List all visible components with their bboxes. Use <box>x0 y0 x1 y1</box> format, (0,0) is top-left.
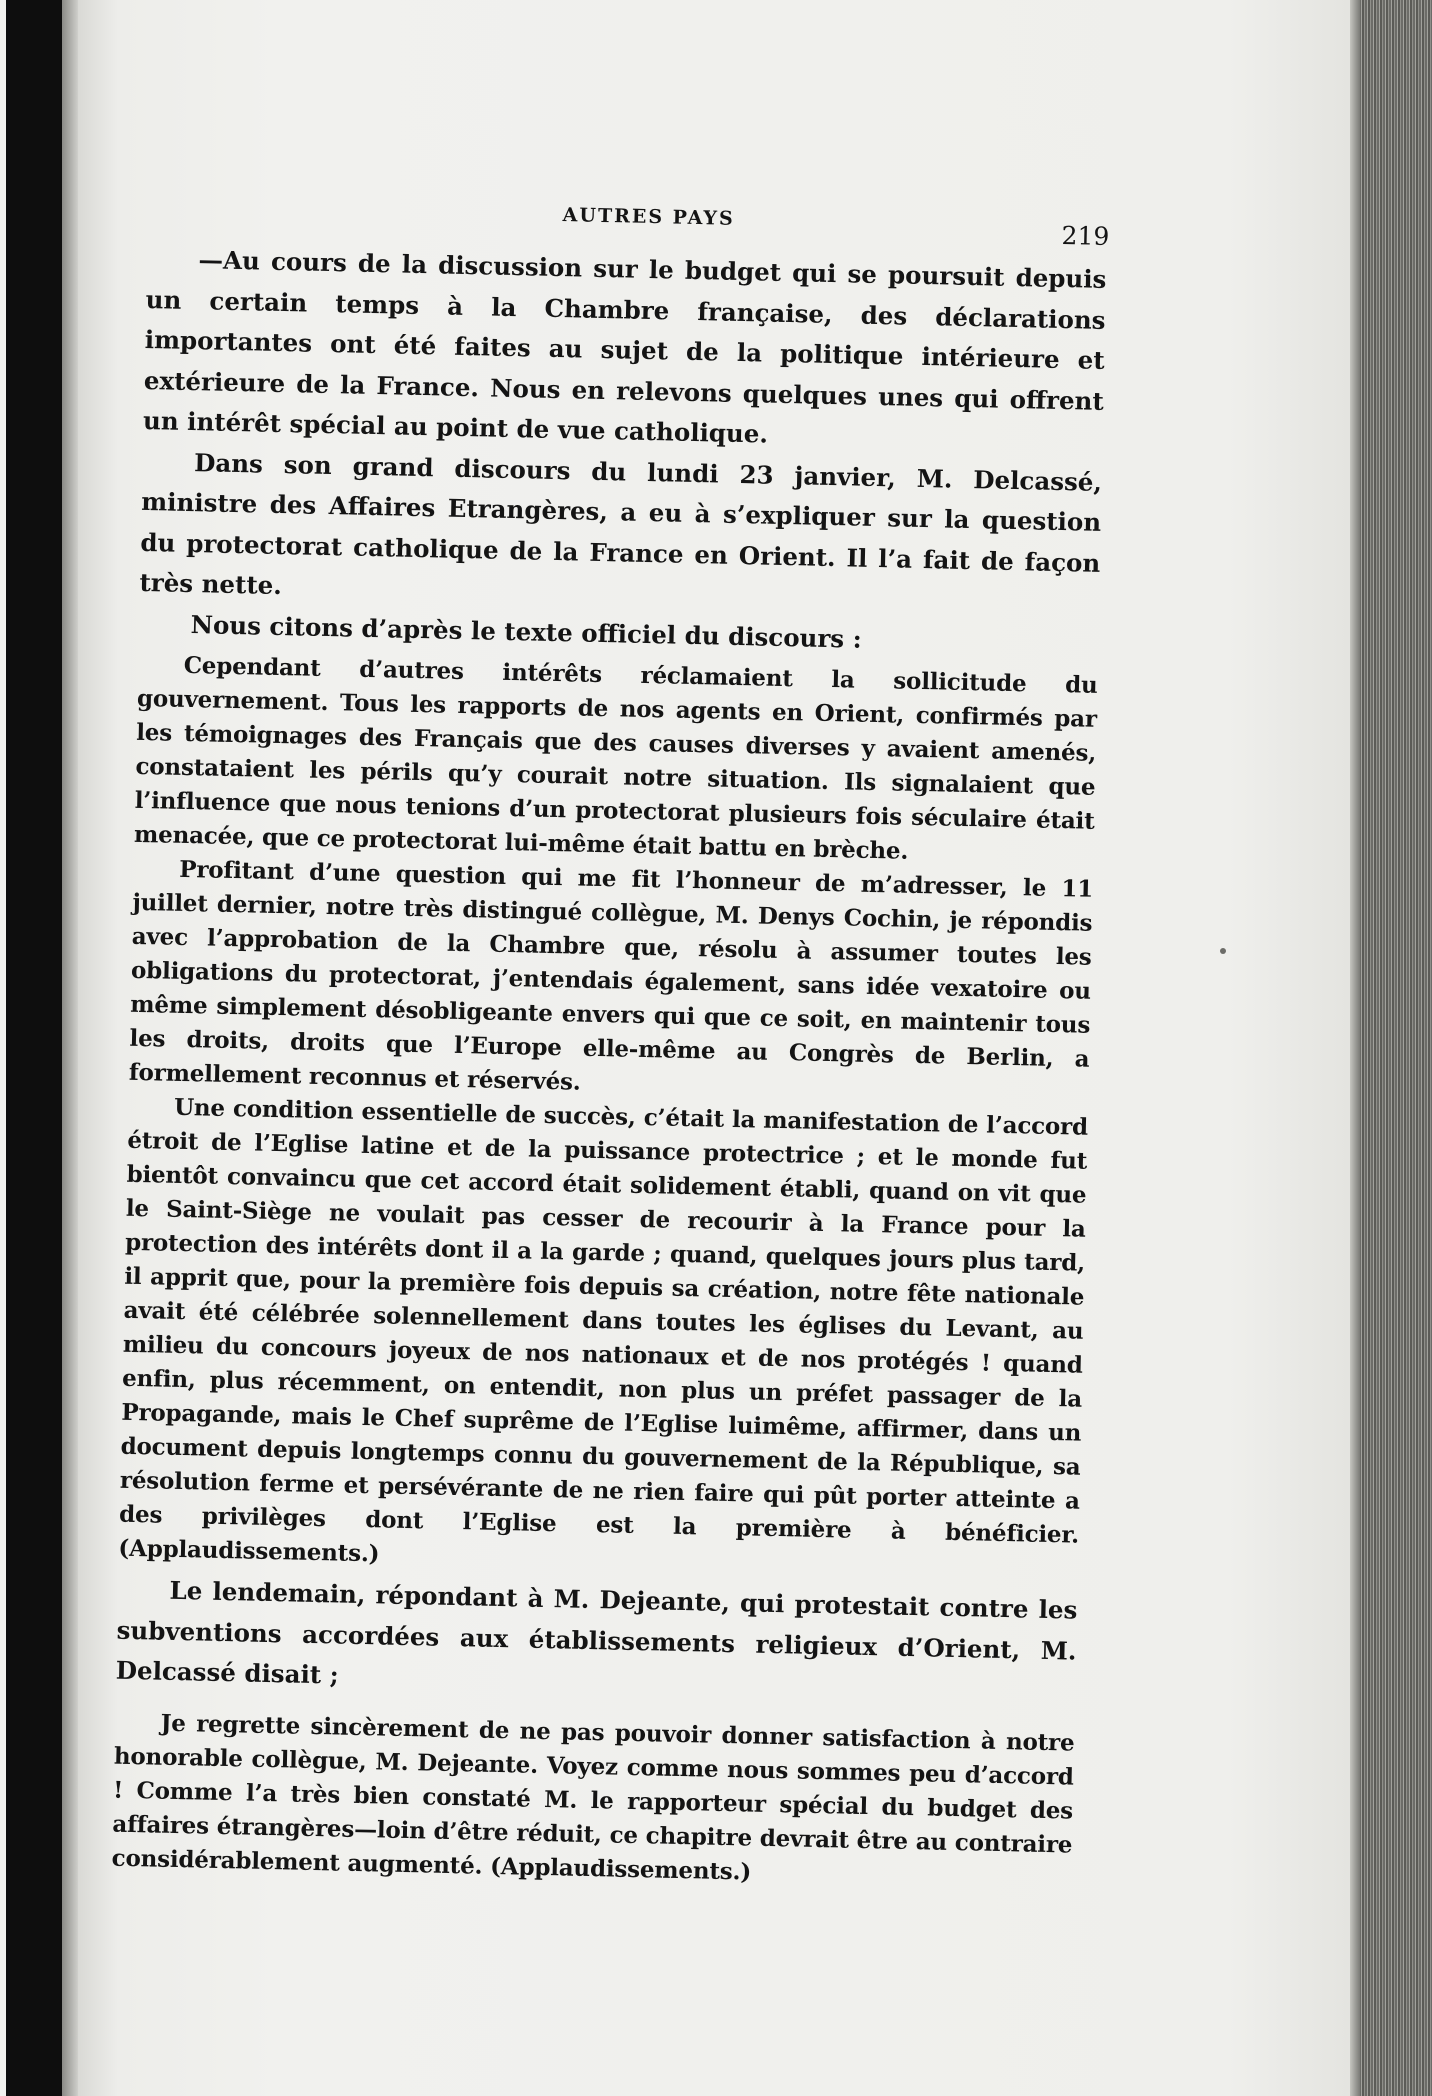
quote-paragraph-condition: Une condition essentielle de succès, c’était la manifestation de l’accord étroit de l’Eglise latine et de la puissance protectrice ; et le monde fut bientôt convaincu que cet accord était solidement établi, quand on vit que le Saint-Siège ne voulait pas cesser de recourir à la France pour la protection des intérêts dont il a la garde ; quand, quelques jours plus tard, il apprit que, pour la première fois depuis sa création, notre fête nationale avait été célébrée solennellement dans toutes les églises du Levant, au milieu du concours joyeux de nos nationaux et de nos protégés ! quand enfin, plus récemment, on entendit, non plus un préfet passager de la Propagande, mais le Chef suprême de l’Eglise luimême, affirmer, dans un document depuis longtemps connu du gouvernement de la République, sa résolution ferme et persévérante de ne rien faire qui pût porter atteinte a des privilèges dont l’Eglise est la première à bénéficier. (Applaudissements.) <box>118 1093 1089 1568</box>
binding-gutter <box>62 0 78 2096</box>
previous-page-edge <box>0 0 62 2096</box>
running-title: AUTRES PAYS <box>562 204 735 230</box>
paragraph-next-day: Le lendemain, répondant à M. Dejeante, qui protestait contre les subventions accordées aux établissements religieux d’Orient, M. Delcassé disait ; <box>115 1575 1078 1690</box>
quote-paragraph-interests: Cependant d’autres intérêts réclamaient la sollicitude du gouvernement. Tous les rapports de nos agents en Orient, confirmés par les témoignages des Français que des causes diverses y avaient amenés, constataient les périls qu’y courait notre situation. Ils signalaient que l’influence que nous tenions d’un protectorat plusieurs fois séculaire était menacée, que ce protectorat lui-même était battu en brèche. <box>133 651 1098 865</box>
quote-paragraph-regret: Je regrette sincèrement de ne pas pouvoir donner satisfaction à notre honorable collègue, M. Dejeante. Voyez comme nous sommes peu d’accord ! Comme l’a très bien constaté M. le rapporteur spécial du budget des affaires étrangères—loin d’être réduit, ce chapitre devrait être au contraire considérablement augmenté. (Applaudissements.) <box>111 1709 1075 1886</box>
stacked-page-edges <box>1350 0 1432 2096</box>
paragraph-delcasse-speech: Dans son grand discours du lundi 23 janvier, M. Delcassé, ministre des Affaires Etrangères, a eu à s’expliquer sur la question du protectorat catholique de la France en Orient. Il l’a fait de façon très nette. <box>139 447 1103 601</box>
quote-paragraph-question: Profitant d’une question qui me fit l’honneur de m’adresser, le 11 juillet dernier, notre très distingué collègue, M. Denys Cochin, je répondis avec l’approbation de la Chambre que, résolu à assumer toutes les obligations du protectorat, j’entendais également, sans idée vexatoire ou même simplement désobligeante envers qui que ce soit, en maintenir tous les droits, droits que l’Europe elle-même au Congrès de Berlin, a formellement reconnus et réservés. <box>128 855 1094 1096</box>
page-text-block <box>111 195 1110 1896</box>
paper-speck <box>1220 948 1226 954</box>
paragraph-citation-note: Nous citons d’après le texte officiel du discours : <box>190 609 863 654</box>
page-number: 219 <box>1061 220 1110 251</box>
paragraph-intro: —Au cours de la discussion sur le budget qui se poursuit depuis un certain temps à la Chambre française, des déclarations importantes ont été faites au sujet de la politique intérieure et extérieure de la France. Nous en relevons quelques unes qui offrent un intérêt spécial au point de vue catholique. <box>142 245 1107 449</box>
